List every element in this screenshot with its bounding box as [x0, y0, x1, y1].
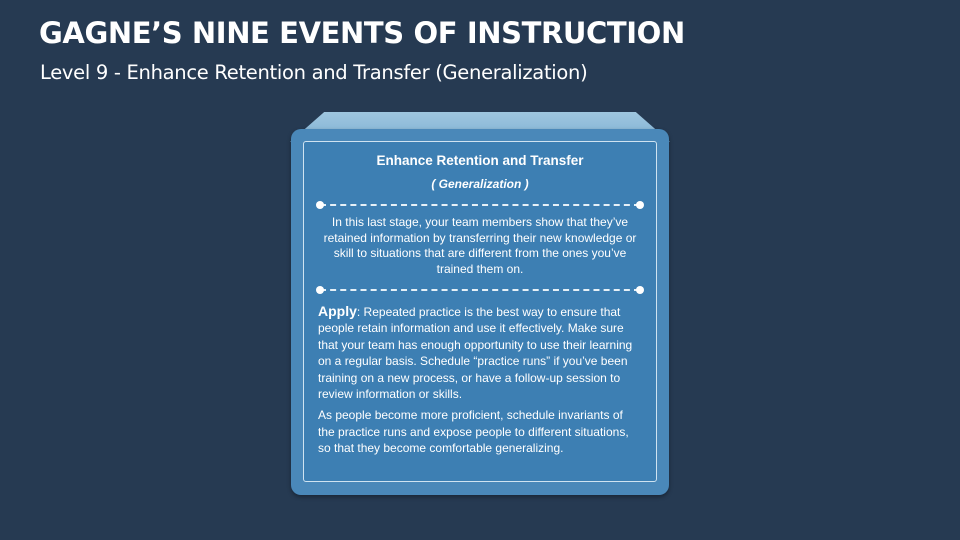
divider-dot-left [316, 286, 324, 294]
card-heading: Enhance Retention and Transfer [376, 153, 584, 168]
divider-dot-right [636, 286, 644, 294]
generalizing-paragraph: As people become more proficient, schedule invariants of the practice runs and expose people to different situations, so that they become comfortable generalizing. [318, 408, 629, 456]
card-subheading: ( Generalization ) [431, 177, 529, 191]
dotted-divider [316, 285, 644, 295]
divider-dot-right [636, 201, 644, 209]
divider-line [320, 289, 640, 291]
content-card [303, 141, 657, 482]
divider-dot-left [316, 201, 324, 209]
card-intro-text: In this last stage, your team members show that they’ve retained information by transferring their new knowledge or skill to situations that are different from the ones you’ve trained them on. [323, 215, 637, 276]
slide-subtitle: Level 9 - Enhance Retention and Transfer (Generalization) [40, 61, 588, 84]
dotted-divider [316, 200, 644, 210]
apply-label: Apply [318, 303, 357, 319]
divider-line [320, 204, 640, 206]
slide-title: GAGNE’S NINE EVENTS OF INSTRUCTION [39, 16, 685, 50]
apply-paragraph [318, 303, 642, 402]
apply-text: : Repeated practice is the best way to ensure that people retain information and use it effectively. Make sure that your team has enough opportunity to use their learning on a regular basis. Schedule “practice runs” if you’ve been training on a new process, or have a follow-up session to review information or skills. [318, 305, 633, 402]
